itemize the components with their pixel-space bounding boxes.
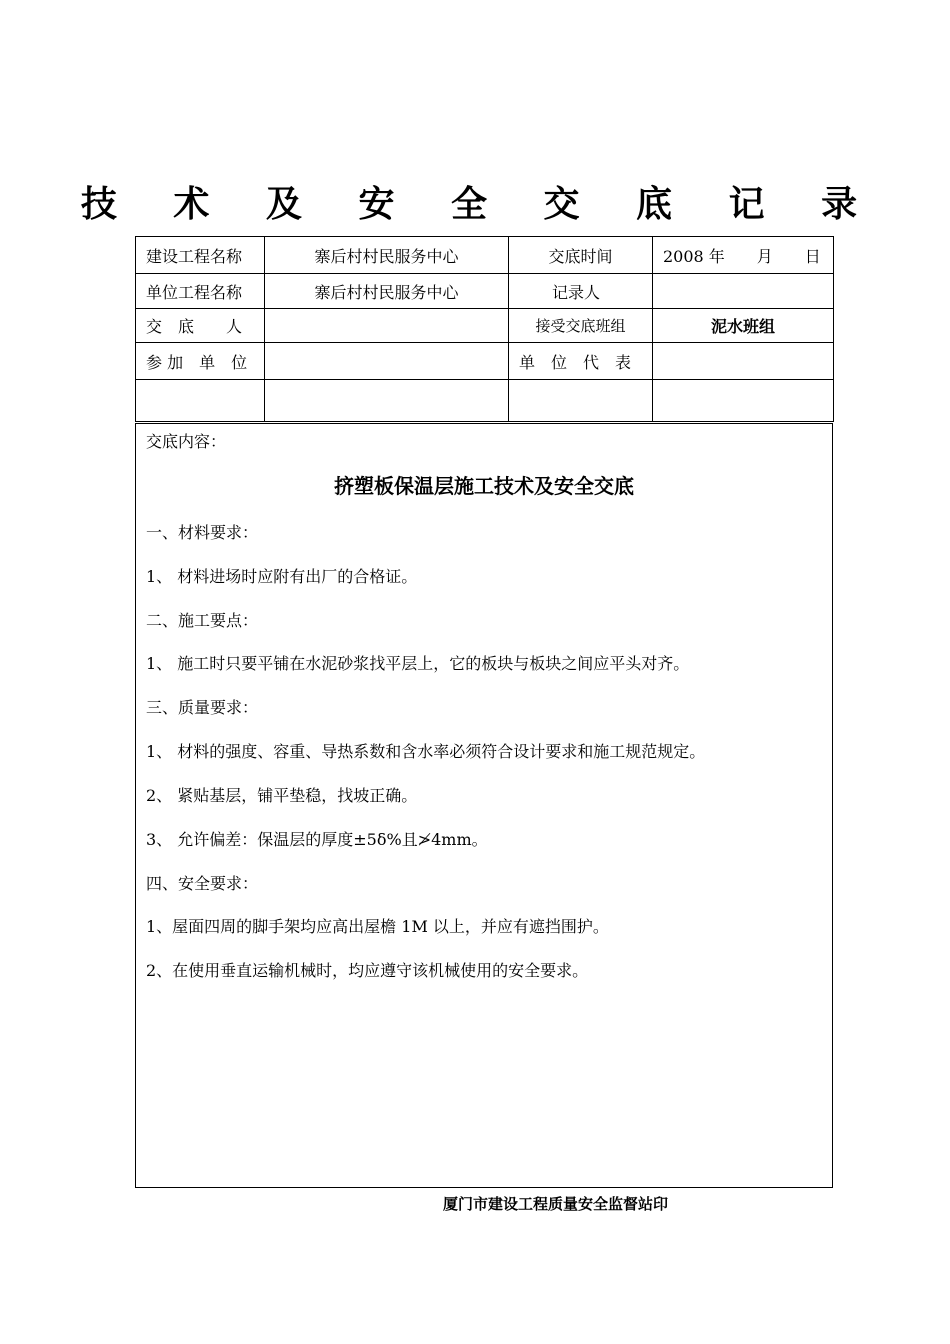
content-line: 1、 材料进场时应附有出厂的合格证。 [146,567,418,586]
value-receiving-team: 泥水班组 [653,309,834,343]
value-briefer [265,309,509,343]
supervision-stamp: 厦门市建设工程质量安全监督站印 [443,1195,669,1213]
value-participating-unit [265,343,509,380]
briefing-content-box [135,423,833,1188]
value-recorder [653,274,834,309]
content-line: 四、安全要求： [146,874,259,893]
header-row-project [136,237,834,274]
document-title: 技 术 及 安 全 交 底 记 录 [80,184,880,225]
value-project-name: 寨后村村民服务中心 [265,237,509,274]
value-unit-name: 寨后村村民服务中心 [265,274,509,309]
header-row-blank [136,380,834,422]
label-unit-representative: 单 位 代 表 [509,343,653,380]
content-line: 2、 紧贴基层，铺平垫稳，找坡正确。 [146,786,418,805]
content-subtitle: 挤塑板保温层施工技术及安全交底 [334,474,634,498]
content-line: 1、 材料的强度、容重、导热系数和含水率必须符合设计要求和施工规范规定。 [146,742,706,761]
label-briefing-time: 交底时间 [509,237,653,274]
content-line: 三、质量要求： [146,698,259,717]
label-unit-name: 单位工程名称 [136,274,265,309]
content-line: 3、 允许偏差：保温层的厚度±5δ%且≯4mm。 [146,830,488,849]
label-participating-unit: 参 加 单 位 [136,343,265,380]
content-line: 1、屋面四周的脚手架均应高出屋檐 1M 以上，并应有遮挡围护。 [146,917,609,936]
label-receiving-team: 接受交底班组 [509,309,653,343]
value-briefing-time: 2008 年 月 日 [653,237,834,274]
content-label: 交底内容： [146,432,227,451]
label-recorder: 记录人 [509,274,653,309]
content-line: 二、施工要点： [146,611,259,630]
label-project-name: 建设工程名称 [136,237,265,274]
blank-cell [653,380,834,422]
label-briefer: 交 底 人 [136,309,265,343]
header-row-unit [136,274,834,309]
header-table [135,236,834,422]
header-row-participant [136,343,834,380]
value-unit-representative [653,343,834,380]
blank-cell [265,380,509,422]
content-line: 一、材料要求： [146,523,259,542]
blank-cell [509,380,653,422]
content-line: 1、 施工时只要平铺在水泥砂浆找平层上，它的板块与板块之间应平头对齐。 [146,654,690,673]
content-line: 2、在使用垂直运输机械时，均应遵守该机械使用的安全要求。 [146,961,589,980]
blank-cell [136,380,265,422]
header-row-briefer [136,309,834,343]
